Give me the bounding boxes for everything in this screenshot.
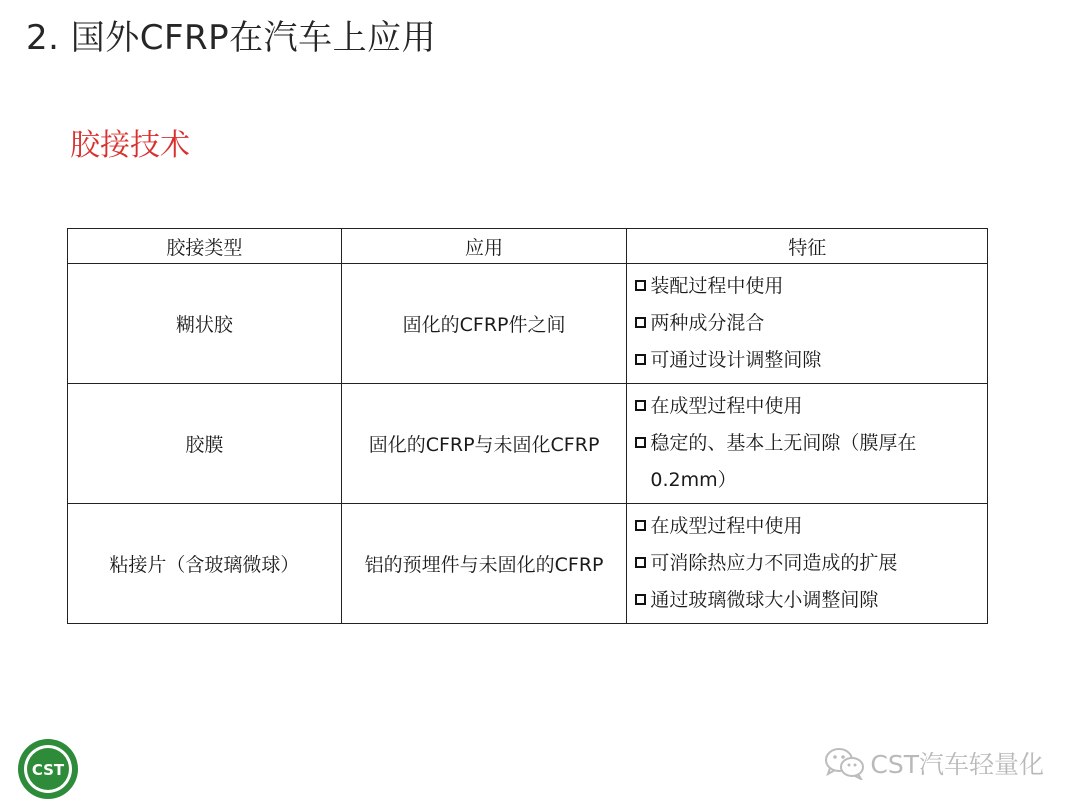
header-application: 应用 [341,229,627,264]
feature-item [635,388,981,425]
wechat-icon [824,746,866,780]
cell-application: 固化的CFRP与未固化CFRP [341,384,627,504]
watermark [824,745,1044,781]
section-heading: 胶接技术 [70,128,190,163]
header-features: 特征 [627,229,988,264]
cell-features [627,504,988,624]
feature-text: 装配过程中使用 [650,275,784,297]
logo-text: CST [31,761,65,779]
checkbox-square-icon [635,317,646,328]
cell-type: 胶膜 [68,384,342,504]
feature-item [635,425,981,499]
checkbox-square-icon [635,437,646,448]
feature-item [635,268,981,305]
adhesive-table [67,228,988,624]
feature-text: 在成型过程中使用 [650,515,803,537]
cell-features [627,384,988,504]
feature-item [635,305,981,342]
cell-type: 糊状胶 [68,264,342,384]
checkbox-square-icon [635,400,646,411]
feature-text: 可通过设计调整间隙 [650,349,822,371]
watermark-text: CST汽车轻量化 [870,750,1044,779]
checkbox-square-icon [635,354,646,365]
feature-text: 通过玻璃微球大小调整间隙 [650,589,879,611]
feature-item [635,508,981,545]
feature-text: 两种成分混合 [650,312,765,334]
cell-features [627,264,988,384]
header-type: 胶接类型 [68,229,342,264]
feature-item [635,342,981,379]
cell-application: 铝的预埋件与未固化的CFRP [341,504,627,624]
cell-type: 粘接片（含玻璃微球） [68,504,342,624]
feature-text: 在成型过程中使用 [650,395,803,417]
feature-item [635,582,981,619]
cst-logo [17,738,79,800]
slide-title: 2. 国外CFRP在汽车上应用 [26,18,437,58]
feature-item [635,545,981,582]
feature-text: 可消除热应力不同造成的扩展 [650,552,898,574]
checkbox-square-icon [635,557,646,568]
table-row [68,264,988,384]
checkbox-square-icon [635,520,646,531]
checkbox-square-icon [635,594,646,605]
feature-text: 稳定的、基本上无间隙（膜厚在0.2mm） [650,432,917,491]
table-row [68,504,988,624]
checkbox-square-icon [635,280,646,291]
table-header-row [68,229,988,264]
table-row [68,384,988,504]
cell-application: 固化的CFRP件之间 [341,264,627,384]
